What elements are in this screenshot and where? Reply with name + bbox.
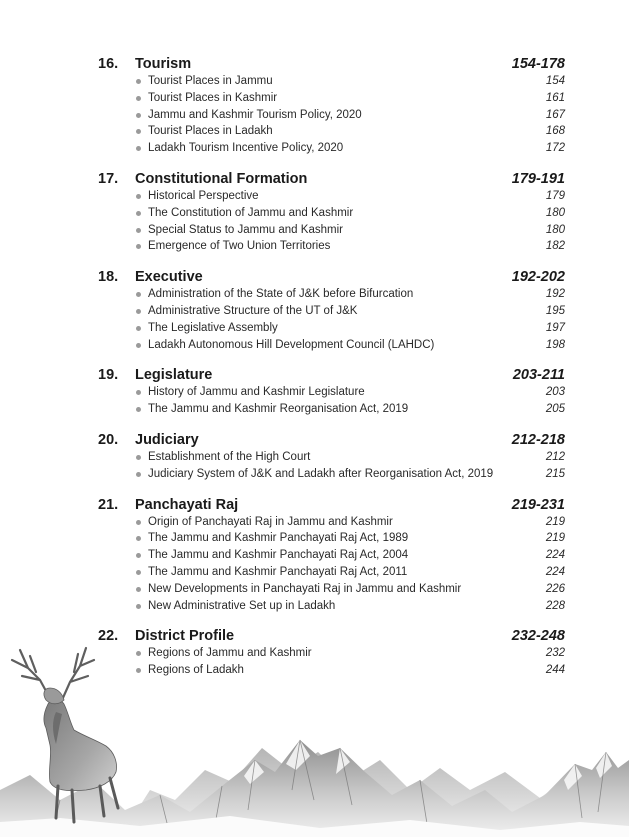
topic-item[interactable]	[0, 286, 629, 303]
table-of-contents	[0, 55, 629, 679]
topic-label: Origin of Panchayati Raj in Jammu and Kashmir	[148, 515, 393, 528]
chapter-page-range: 203-211	[512, 367, 565, 384]
chapter	[0, 496, 629, 615]
topic-page-number: 224	[545, 549, 565, 562]
chapter-heading[interactable]	[0, 55, 629, 73]
topic-label: Tourist Places in Ladakh	[148, 125, 273, 138]
topic-page-number: 224	[545, 565, 565, 578]
chapter-page-range: 232-248	[511, 628, 565, 645]
bullet-icon	[136, 96, 141, 101]
topic-label: Special Status to Jammu and Kashmir	[148, 223, 343, 236]
topic-page-number: 244	[545, 664, 565, 677]
topic-item[interactable]	[0, 337, 629, 354]
chapter-page-range: 154-178	[511, 56, 565, 72]
bullet-icon	[136, 553, 141, 558]
bullet-icon	[136, 146, 141, 151]
topic-page-number: 179	[545, 189, 565, 202]
topic-label: The Jammu and Kashmir Panchayati Raj Act, 2011	[148, 565, 408, 578]
topic-label: Regions of Jammu and Kashmir	[148, 647, 312, 660]
topic-item[interactable]	[0, 188, 629, 205]
chapter-number: 20.	[98, 431, 119, 448]
chapter-number: 21.	[98, 496, 119, 513]
topic-label: Tourist Places in Jammu	[148, 75, 273, 87]
chapter-title: Executive	[135, 269, 203, 286]
topic-label: New Developments in Panchayati Raj in Jammu and Kashmir	[148, 582, 462, 595]
bullet-icon	[136, 604, 141, 609]
topic-page-number: 232	[545, 647, 565, 660]
chapter-heading[interactable]	[0, 366, 629, 384]
topic-page-number: 215	[545, 467, 565, 480]
topic-label: Tourist Places in Kashmir	[148, 91, 278, 104]
bullet-icon	[136, 113, 141, 118]
topic-item[interactable]	[0, 581, 629, 598]
topic-page-number: 180	[545, 206, 565, 219]
topic-item[interactable]	[0, 466, 629, 483]
topic-label: Regions of Ladakh	[148, 664, 244, 677]
bullet-icon	[136, 390, 141, 395]
topic-item[interactable]	[0, 205, 629, 222]
topic-page-number: 154	[545, 75, 565, 87]
chapter-heading[interactable]	[0, 496, 629, 514]
topic-label: Administrative Structure of the UT of J&K	[148, 304, 358, 317]
chapter-page-range: 179-191	[511, 170, 565, 187]
topic-label: Emergence of Two Union Territories	[148, 240, 331, 253]
chapter-title: Tourism	[135, 56, 192, 72]
bullet-icon	[136, 228, 141, 233]
topic-label: New Administrative Set up in Ladakh	[148, 599, 336, 612]
bullet-icon	[136, 244, 141, 249]
topic-item[interactable]	[0, 598, 629, 615]
chapter-title: Constitutional Formation	[135, 170, 308, 187]
topic-item[interactable]	[0, 140, 629, 157]
chapter-number: 18.	[98, 269, 119, 286]
topic-page-number: 212	[545, 450, 565, 463]
topic-page-number: 161	[545, 91, 565, 104]
bullet-icon	[136, 472, 141, 477]
topic-label: The Constitution of Jammu and Kashmir	[148, 206, 354, 219]
chapter	[0, 268, 629, 353]
bullet-icon	[136, 129, 141, 134]
topic-item[interactable]	[0, 222, 629, 239]
topic-label: The Jammu and Kashmir Panchayati Raj Act, 2004	[148, 549, 409, 562]
topic-item[interactable]	[0, 107, 629, 124]
bullet-icon	[136, 343, 141, 348]
bullet-icon	[136, 292, 141, 297]
topic-item[interactable]	[0, 449, 629, 466]
topic-item[interactable]	[0, 238, 629, 255]
chapter-page-range: 212-218	[511, 431, 565, 448]
topic-item[interactable]	[0, 401, 629, 418]
topic-page-number: 226	[545, 582, 565, 595]
topic-label: Ladakh Tourism Incentive Policy, 2020	[148, 142, 344, 155]
chapter-page-range: 192-202	[511, 269, 565, 286]
topic-label: History of Jammu and Kashmir Legislature	[148, 386, 365, 399]
bullet-icon	[136, 194, 141, 199]
topic-item[interactable]	[0, 73, 629, 90]
bullet-icon	[136, 587, 141, 592]
bullet-icon	[136, 211, 141, 216]
topic-label: The Legislative Assembly	[148, 321, 278, 334]
topic-item[interactable]	[0, 320, 629, 337]
stag-mountains-illustration	[0, 640, 629, 837]
chapter-number: 22.	[98, 628, 119, 645]
topic-label: The Jammu and Kashmir Reorganisation Act, 2019	[148, 403, 409, 416]
chapter-title: Panchayati Raj	[135, 496, 239, 513]
chapter-page-range: 219-231	[511, 496, 565, 513]
topic-page-number: 203	[545, 386, 565, 399]
topic-page-number: 167	[545, 108, 565, 121]
topic-page-number: 219	[545, 515, 565, 528]
topic-page-number: 195	[545, 304, 565, 317]
topic-page-number: 168	[545, 125, 565, 138]
topic-label: Establishment of the High Court	[148, 450, 311, 463]
chapter	[0, 55, 629, 157]
topic-label: The Jammu and Kashmir Panchayati Raj Act, 1989	[148, 532, 409, 545]
topic-item[interactable]	[0, 303, 629, 320]
bullet-icon	[136, 407, 141, 412]
topic-label: Administration of the State of J&K before Bifurcation	[148, 288, 414, 301]
bullet-icon	[136, 570, 141, 575]
topic-label: Historical Perspective	[148, 189, 259, 202]
topic-page-number: 180	[545, 223, 565, 236]
topic-item[interactable]	[0, 564, 629, 581]
topic-page-number: 172	[545, 142, 565, 155]
topic-page-number: 198	[545, 338, 565, 351]
topic-item[interactable]	[0, 514, 629, 531]
chapter-number: 17.	[98, 170, 119, 187]
chapter-number: 19.	[98, 367, 119, 384]
chapter-number: 16.	[98, 56, 119, 72]
bullet-icon	[136, 520, 141, 525]
topic-item[interactable]	[0, 530, 629, 547]
topic-item[interactable]	[0, 123, 629, 140]
bullet-icon	[136, 79, 141, 84]
chapter-heading[interactable]	[0, 431, 629, 449]
topic-item[interactable]	[0, 90, 629, 107]
topic-page-number: 192	[545, 288, 565, 301]
chapter	[0, 170, 629, 255]
chapter	[0, 431, 629, 483]
chapter-title: Judiciary	[135, 431, 199, 448]
topic-page-number: 219	[545, 532, 565, 545]
topic-page-number: 182	[545, 240, 565, 253]
topic-page-number: 205	[545, 403, 565, 416]
bullet-icon	[136, 455, 141, 460]
topic-label: Ladakh Autonomous Hill Development Council (LAHDC)	[148, 338, 435, 351]
chapter-title: Legislature	[135, 367, 213, 384]
topic-page-number: 197	[545, 321, 565, 334]
chapter	[0, 366, 629, 418]
bullet-icon	[136, 309, 141, 314]
chapter-title: District Profile	[135, 628, 235, 645]
topic-item[interactable]	[0, 547, 629, 564]
topic-item[interactable]	[0, 384, 629, 401]
bullet-icon	[136, 326, 141, 331]
chapter-heading[interactable]	[0, 170, 629, 188]
topic-label: Judiciary System of J&K and Ladakh after Reorganisation Act, 2019	[148, 467, 494, 480]
topic-label: Jammu and Kashmir Tourism Policy, 2020	[148, 108, 362, 121]
bullet-icon	[136, 536, 141, 541]
chapter-heading[interactable]	[0, 268, 629, 286]
topic-page-number: 228	[545, 599, 565, 612]
